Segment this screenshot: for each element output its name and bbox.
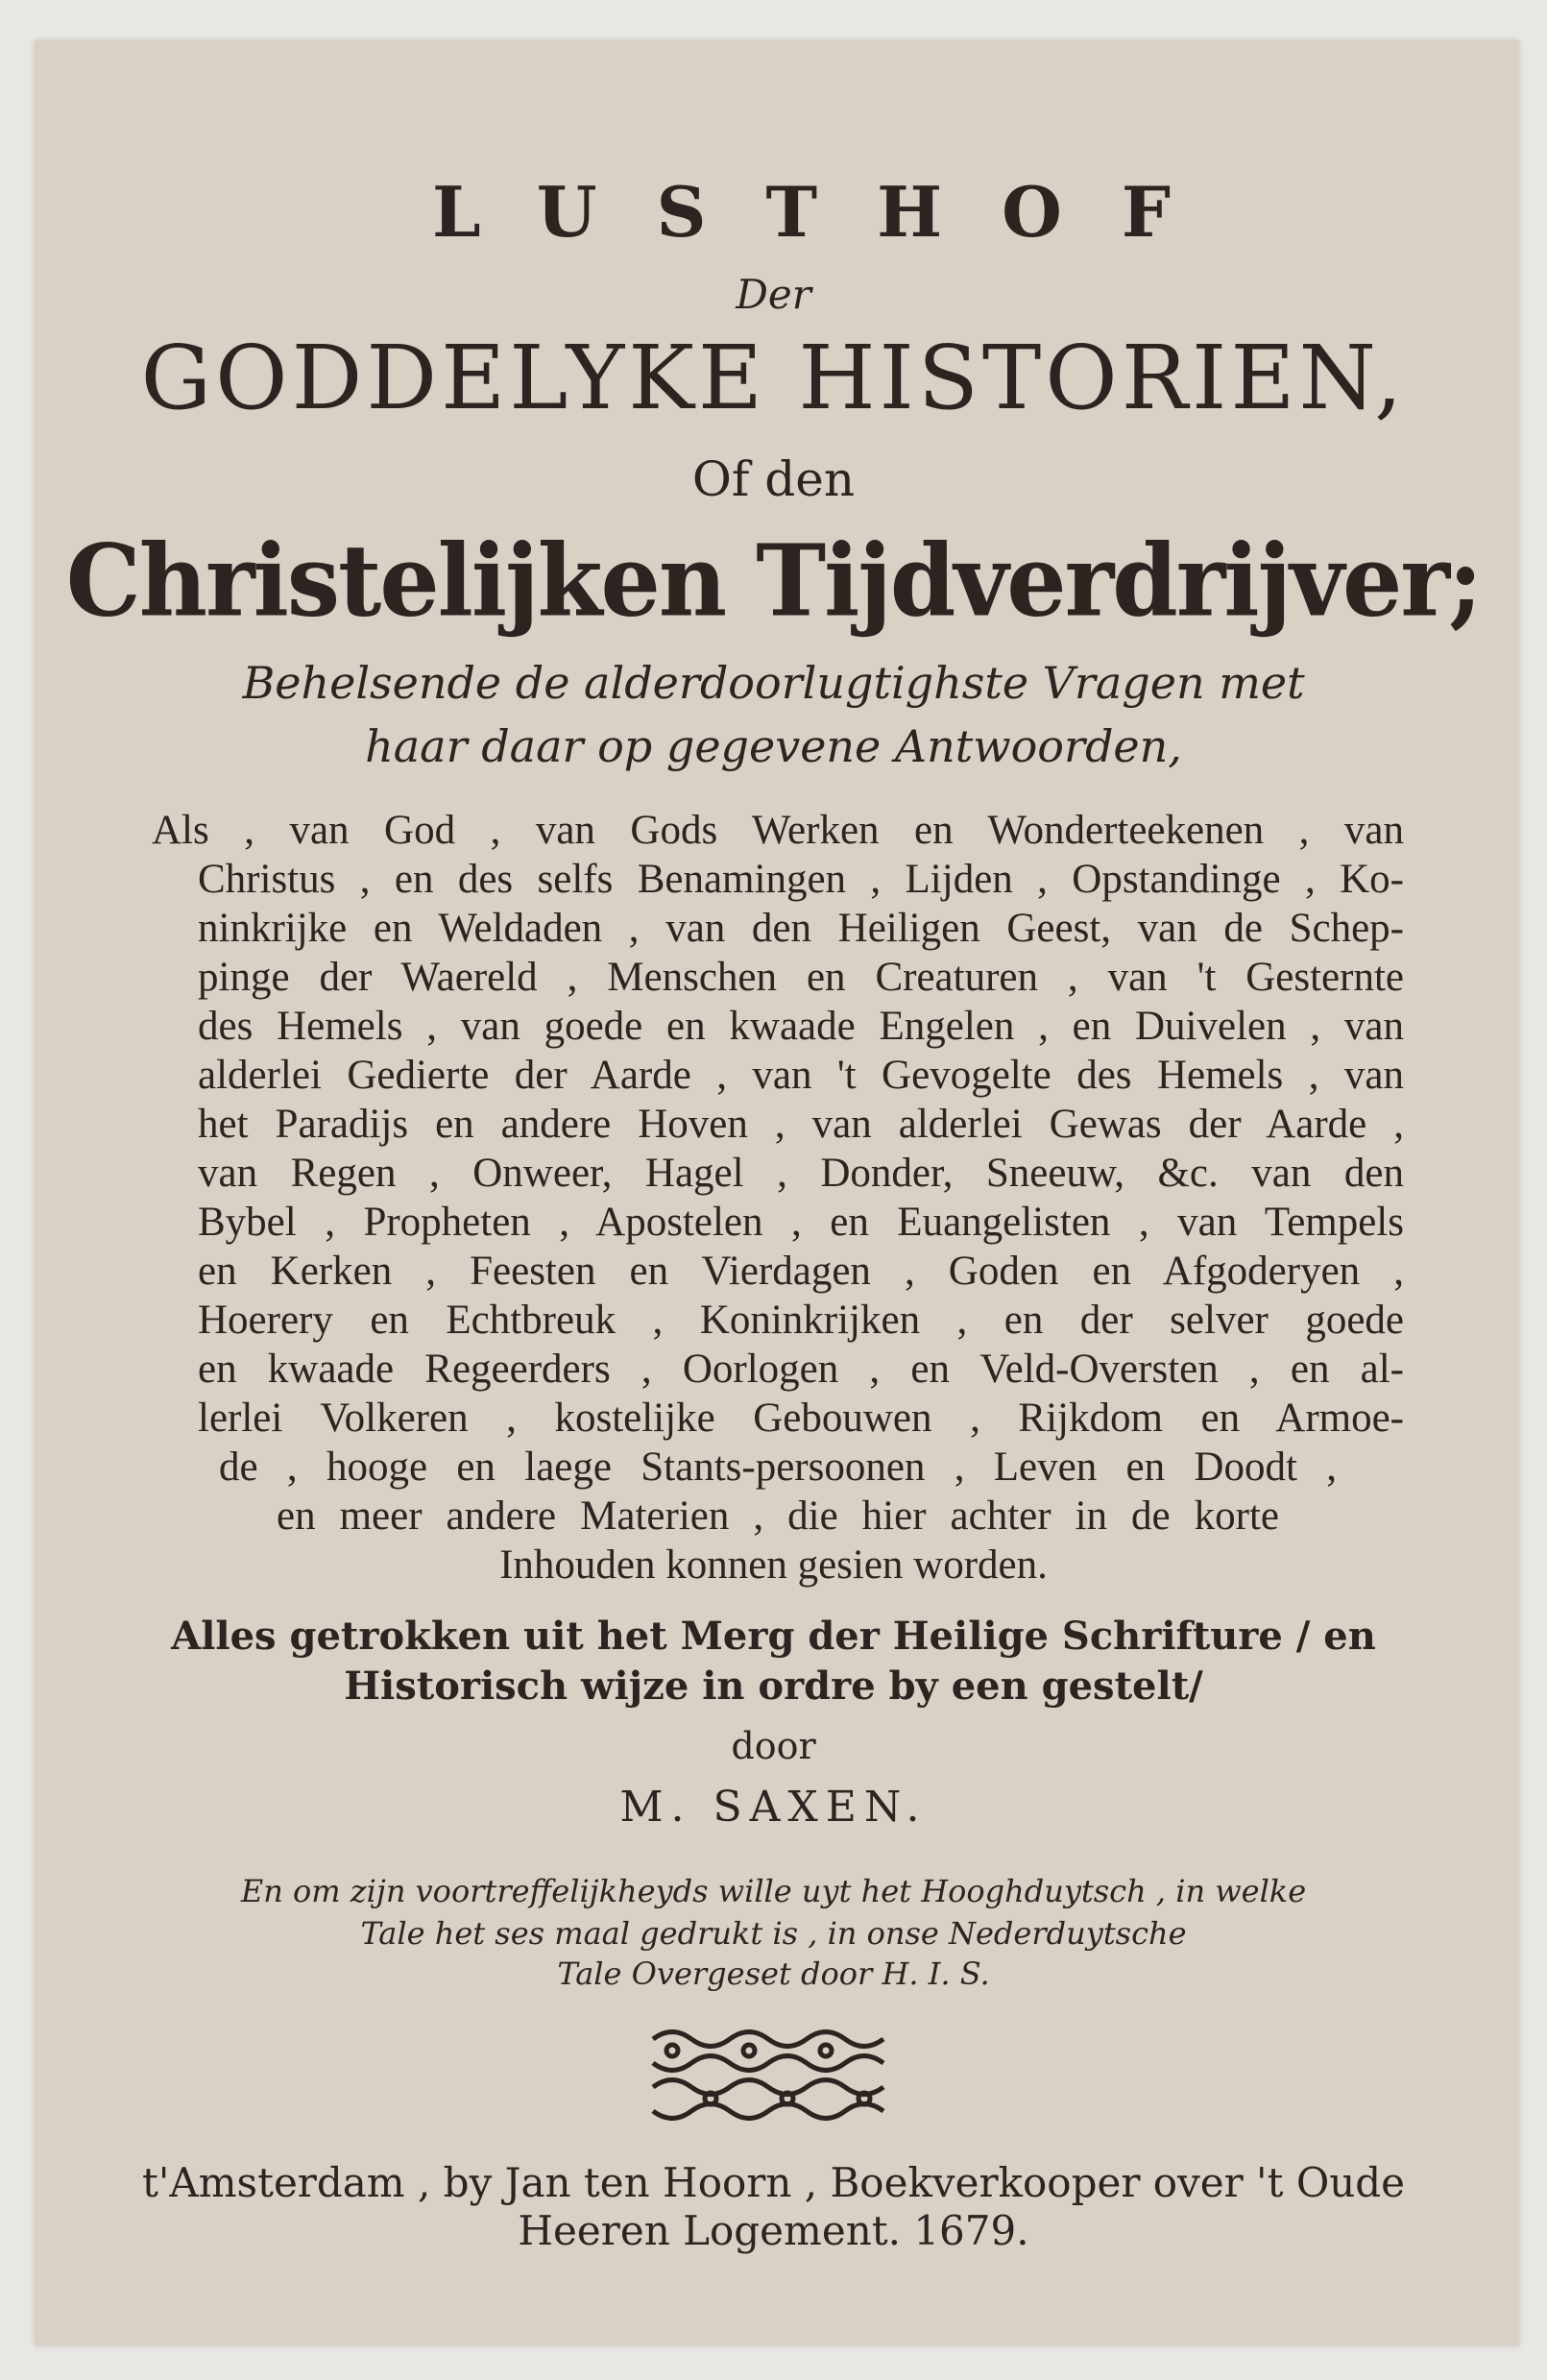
body-line: van Regen , Onweer, Hagel , Donder, Sneeuw, &c. van den [198, 1151, 1404, 1196]
body-line: en Kerken , Feesten en Vierdagen , Goden en Afgoderyen , [198, 1249, 1404, 1294]
body-line: Christus , en des selfs Benamingen , Lijden , Opstandinge , Ko- [198, 857, 1404, 902]
translation-line: Tale het ses maal gedrukt is , in onse Nederduytsche [360, 1915, 1187, 1952]
title-lusthof: LUSTHOF [432, 171, 1230, 253]
body-line: lerlei Volkeren , kostelijke Gebouwen , Rijkdom en Armoe- [198, 1396, 1404, 1441]
body-line: Inhouden konnen gesien worden. [499, 1542, 1048, 1588]
title-der: Der [736, 271, 811, 318]
author: M. SAXEN. [619, 1783, 928, 1832]
blackletter-line: Alles getrokken uit het Merg der Heilige Schrifture / en [171, 1614, 1376, 1659]
title-goddelyke-historien: GODDELYKE HISTORIEN, [140, 327, 1407, 429]
body-line: en meer andere Materien , die hier achter in de korte [277, 1494, 1279, 1539]
imprint-line: Heeren Logement. 1679. [518, 2207, 1029, 2254]
subtitle-line: haar daar op gegevene Antwoorden, [365, 720, 1182, 772]
body-line: alderlei Gedierte der Aarde , van 't Gevogelte des Hemels , van [198, 1053, 1404, 1098]
translation-line: En om zijn voortreffelijkheyds wille uyt het Hooghduytsch , in welke [240, 1873, 1307, 1909]
translation-line: Tale Overgeset door H. I. S. [557, 1955, 990, 1992]
body-line: het Paradijs en andere Hoven , van alderlei Gewas der Aarde , [198, 1102, 1404, 1147]
imprint-line: t'Amsterdam , by Jan ten Hoorn , Boekverkooper over 't Oude [141, 2159, 1406, 2206]
body-line: Bybel , Propheten , Apostelen , en Euangelisten , van Tempels [198, 1200, 1404, 1245]
body-line: des Hemels , van goede en kwaade Engelen , en Duivelen , van [198, 1004, 1404, 1049]
body-line: ninkrijke en Weldaden , van den Heiligen Geest, van de Schep- [198, 906, 1404, 951]
body-line: pinge der Waereld , Menschen en Creaturen , van 't Gesternte [198, 955, 1404, 1000]
title-blackletter: Christelijken Tijdverdrijver; [65, 523, 1482, 640]
body-line: Als , van God , van Gods Werken en Wonderteekenen , van [152, 808, 1404, 853]
ornament-icon [643, 2020, 903, 2125]
body-line: Hoerery en Echtbreuk , Koninkrijken , en der selver goede [198, 1298, 1404, 1343]
title-of-den: Of den [691, 451, 856, 507]
body-line: de , hooge en laege Stants-persoonen , Leven en Doodt , [219, 1445, 1337, 1490]
blackletter-line: Historisch wijze in ordre by een gestelt/ [344, 1664, 1203, 1709]
body-line: en kwaade Regeerders , Oorlogen , en Veld-Oversten , en al- [198, 1347, 1404, 1392]
subtitle-line: Behelsende de alderdoorlugtighste Vragen met [242, 657, 1305, 709]
by-label: door [731, 1725, 816, 1767]
